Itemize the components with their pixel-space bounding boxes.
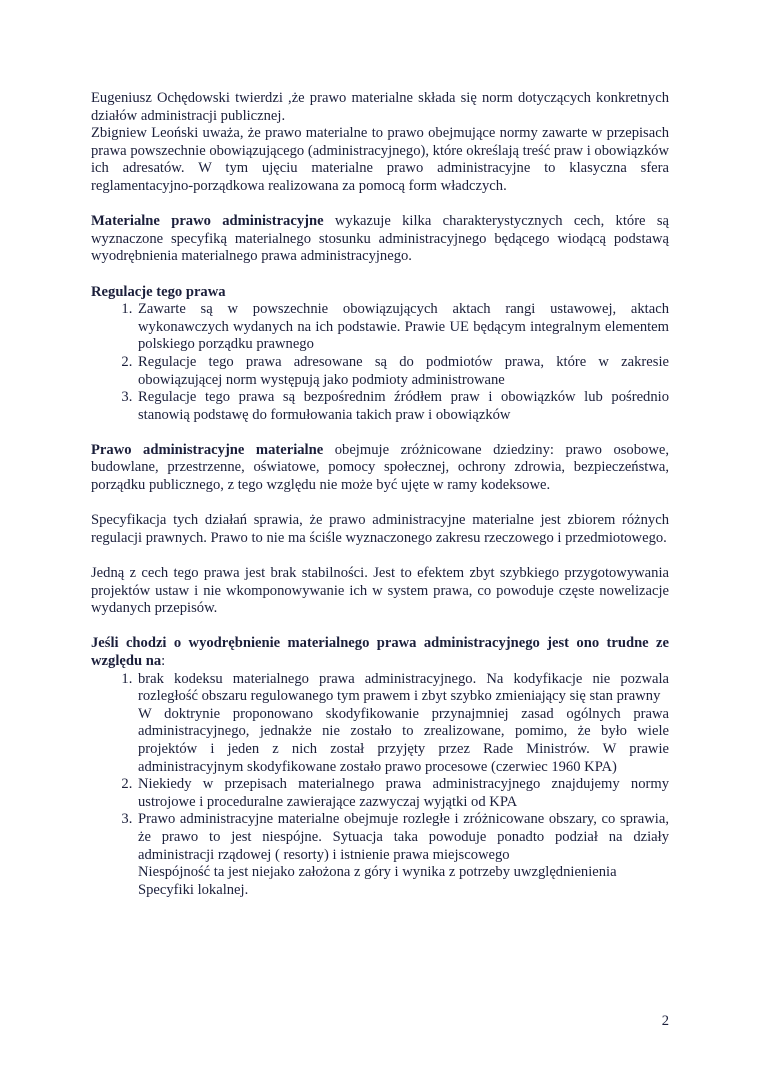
page-number: 2 (661, 1013, 669, 1029)
paragraph-materialne-prawo: Materialne prawo administracyjne wykazuje kilka charakterystycznych cech, które są wyznaczone specyfiką materialnego stosunku administracyjnego będącego wiodącą podstawą wyodrębnienia materialnego prawa administracyjnego. (91, 213, 669, 265)
list-item: 1. brak kodeksu materialnego prawa administracyjnego. Na kodyfikacje nie pozwala rozległość obszaru regulowanego tym prawem i zbyt szybko zmieniający się stan prawny W doktrynie proponowano skodyfikowanie przynajmniej zasad ogólnych prawa administracyjnego, jednakże nie zostało to zrealizowane, pomimo, że było wiele projektów i jeden z nich został przyjęty przez Rade Ministrów. W prawie administracyjnym skodyfikowane zostało prawo procesowe (czerwiec 1960 KPA) (136, 671, 669, 777)
heading-regulacje: Regulacje tego prawa (91, 283, 226, 300)
list-item: 3. Prawo administracyjne materialne obejmuje rozległe i zróżnicowane obszary, co sprawia, że prawo to jest niespójne. Sytuacja taka powoduje ponadto podział na działy administracji rządowej ( resorty) i istnienie prawa miejscowego Niespójność ta jest niejako założona z góry i wynika z potrzeby uwzględnienienia Specyfiki lokalnej. (136, 811, 669, 899)
paragraph-specyfikacja: Specyfikacja tych działań sprawia, że prawo administracyjne materialne jest zbiorem różnych regulacji prawnych. Prawo to nie ma ściśle wyznaczonego zakresu rzeczowego i przedmiotowego. (91, 512, 669, 546)
paragraph-dziedziny: Prawo administracyjne materialne obejmuje zróżnicowane dziedziny: prawo osobowe, budowlane, przestrzenne, oświatowe, pomocy społecznej, ochrony zdrowia, bezpieczeństwa, porządku publicznego, z tego względu nie może być ujęte w ramy kodeksowe. (91, 441, 669, 494)
paragraph-ochedowski: Eugeniusz Ochędowski twierdzi ,że prawo materialne składa się norm dotyczących konkretnych działów administracji publicznej. (91, 90, 669, 124)
bold-term: Jeśli chodzi o wyodrębnienie materialnego prawa administracyjnego jest ono trudne ze względu na (91, 635, 669, 669)
wyodrebnienie-list (91, 671, 669, 900)
regulacje-list (91, 301, 669, 424)
paragraph-wyodrebnienie: Jeśli chodzi o wyodrębnienie materialnego prawa administracyjnego jest ono trudne ze względu na: (91, 635, 669, 669)
paragraph-stabilnosc: Jedną z cech tego prawa jest brak stabilności. Jest to efektem zbyt szybkiego przygotowywania projektów ustaw i nie wkomponowywanie ich w system prawa, co powoduje częste nowelizacje wydanych przepisów. (91, 565, 669, 617)
list-item: 1. Zawarte są w powszechnie obowiązujących aktach rangi ustawowej, aktach wykonawczych wydanych na ich podstawie. Prawie UE będącym integralnym elementem polskiego porządku prawnego (136, 301, 669, 354)
bold-term: Prawo administracyjne materialne (91, 441, 324, 458)
bold-term: Materialne prawo administracyjne (91, 213, 324, 230)
paragraph-leonski: Zbigniew Leoński uważa, że prawo materialne to prawo obejmujące normy zawarte w przepisach prawa powszechnie obowiązującego (administracyjnego), które określają treść praw i obowiązków ich adresatów. W tym ujęciu materialne prawo administracyjne to klasyczna sfera reglamentacyjno-porządkowa realizowana za pomocą form władczych. (91, 125, 669, 194)
list-item: 3. Regulacje tego prawa są bezpośrednim źródłem praw i obowiązków lub pośrednio stanowią podstawę do formułowania takich praw i obowiązków (136, 389, 669, 424)
list-item: 2. Niekiedy w przepisach materialnego prawa administracyjnego znajdujemy normy ustrojowe i proceduralne zawierające zazwyczaj wyjątki od KPA (136, 776, 669, 811)
list-item: 2. Regulacje tego prawa adresowane są do podmiotów prawa, które w zakresie obowiązującej norm występują jako podmioty administrowane (136, 354, 669, 389)
